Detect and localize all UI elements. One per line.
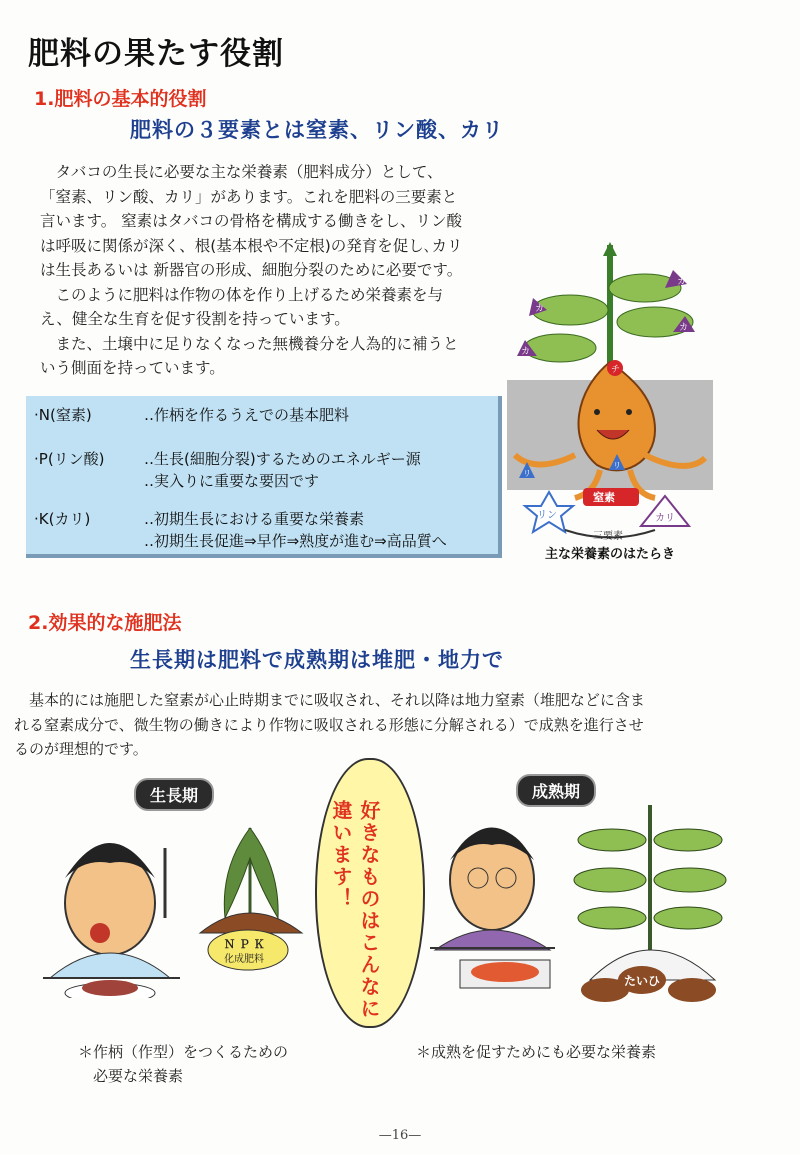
fish-icon [471, 962, 539, 982]
note-line: ＊作柄（作型）をつくるための [78, 1043, 289, 1061]
plant-nutrient-figure [505, 240, 715, 570]
maturity-period-label: 成熟期 [516, 774, 596, 807]
body-line: また、土壌中に足りなくなった無機養分を人為的に補うと [40, 334, 459, 353]
section2-heading: 2.効果的な施肥法 [28, 612, 182, 634]
leaf [654, 907, 722, 929]
maturity-period-illustration [430, 800, 730, 1010]
leaf [578, 907, 646, 929]
eye-icon [594, 409, 600, 415]
leaf [654, 868, 726, 892]
nutrient-desc: ‥初期生長促進⇒早作⇒熟度が進む⇒高品質へ [144, 532, 447, 550]
page-number: —16— [378, 1128, 422, 1143]
leaf [578, 829, 646, 851]
shirt [50, 953, 170, 978]
compost-label: たいひ [624, 974, 661, 988]
eye-icon [626, 409, 632, 415]
npk-sub-label: 化成肥料 [224, 954, 264, 965]
leaf [524, 334, 596, 362]
growth-period-label: 生長期 [134, 778, 214, 811]
p-tag: リ [613, 461, 621, 470]
nutrient-desc: ‥初期生長における重要な栄養素 [144, 510, 365, 528]
leaf [654, 829, 722, 851]
k-tag: カ [521, 347, 531, 357]
right-note: ＊成熟を促すためにも必要な栄養素 [416, 1043, 657, 1061]
npk-label: Ｎ Ｐ Ｋ [224, 938, 265, 951]
body-line: 言います。 窒素はタバコの骨格を構成する働きをし、リン酸 [40, 212, 463, 230]
section1-subheading: 肥料の３要素とは窒素、リン酸、カリ [130, 118, 504, 142]
body-line: タバコの生長に必要な主な栄養素（肥料成分）として、 [40, 163, 443, 181]
n-tag: チ [611, 365, 621, 375]
n-label: 窒素 [593, 491, 615, 504]
k-tag: カ [535, 304, 545, 314]
body-line: いう側面を持っています。 [40, 359, 225, 377]
section2-subheading: 生長期は肥料で成熟期は堆肥・地力で [130, 648, 504, 672]
nutrient-desc: ‥作柄を作るうえでの基本肥料 [144, 406, 350, 424]
oval-text-line: 好きなものはこんなに [357, 800, 381, 1020]
k-tag: カ [679, 323, 689, 333]
body-line: 「窒素、リン酸、カリ」があります。これを肥料の三要素と [40, 187, 458, 206]
stem-arrow-icon [603, 242, 617, 256]
oval-text-line: 違います！ [329, 800, 353, 910]
meat-icon [82, 980, 138, 996]
mouth-icon [90, 923, 110, 943]
p-tag: リ [523, 469, 531, 478]
left-note [78, 1040, 288, 1088]
leaf [574, 868, 646, 892]
p-label: リン [537, 510, 557, 521]
section1-heading: 1.肥料の基本的役割 [34, 88, 207, 110]
k-label: カリ [655, 513, 675, 524]
nutrient-desc: ‥生長(細胞分裂)するためのエネルギー源 [144, 450, 421, 468]
section2-body [14, 688, 784, 762]
body-line: れる窒素成分で、微生物の働きにより作物に吸収される形態に分解される）で成熟を進行させ [14, 715, 644, 734]
nutrient-name: ·P(リン酸) [34, 450, 105, 468]
body-line: 基本的には施肥した窒素が心止時期までに吸収され、それ以降は地力窒素（堆肥などに含ま [14, 691, 645, 709]
figure-caption: 主な栄養素のはたらき [545, 547, 676, 562]
nutrient-desc: ‥実入りに重要な要因です [144, 472, 320, 490]
body-line: は生長あるいは 新器官の形成、細胞分裂のために必要です。 [40, 261, 463, 279]
section1-body [40, 160, 505, 381]
k-tag: カ [677, 277, 687, 287]
page-title: 肥料の果たす役割 [28, 36, 284, 72]
nutrient-table [26, 396, 502, 558]
speech-oval [315, 758, 425, 1028]
nutrient-name: ·N(窒素) [34, 406, 92, 424]
nutrient-name: ·K(カリ) [34, 510, 91, 528]
three-elements-label: 三要素 [593, 531, 623, 542]
note-line: 必要な栄養素 [78, 1067, 184, 1085]
body-line: え、健全な生育を促す役割を持っています。 [40, 310, 350, 328]
growth-period-illustration [40, 808, 320, 998]
body-line: は呼吸に関係が深く、根(基本根や不定根)の発育を促し､カリ [40, 236, 463, 255]
root-character [578, 362, 655, 470]
body-line: このように肥料は作物の体を作り上げるため栄養素を与 [40, 285, 444, 304]
body-line: るのが理想的です。 [14, 740, 148, 758]
compost-clump [668, 978, 716, 1002]
